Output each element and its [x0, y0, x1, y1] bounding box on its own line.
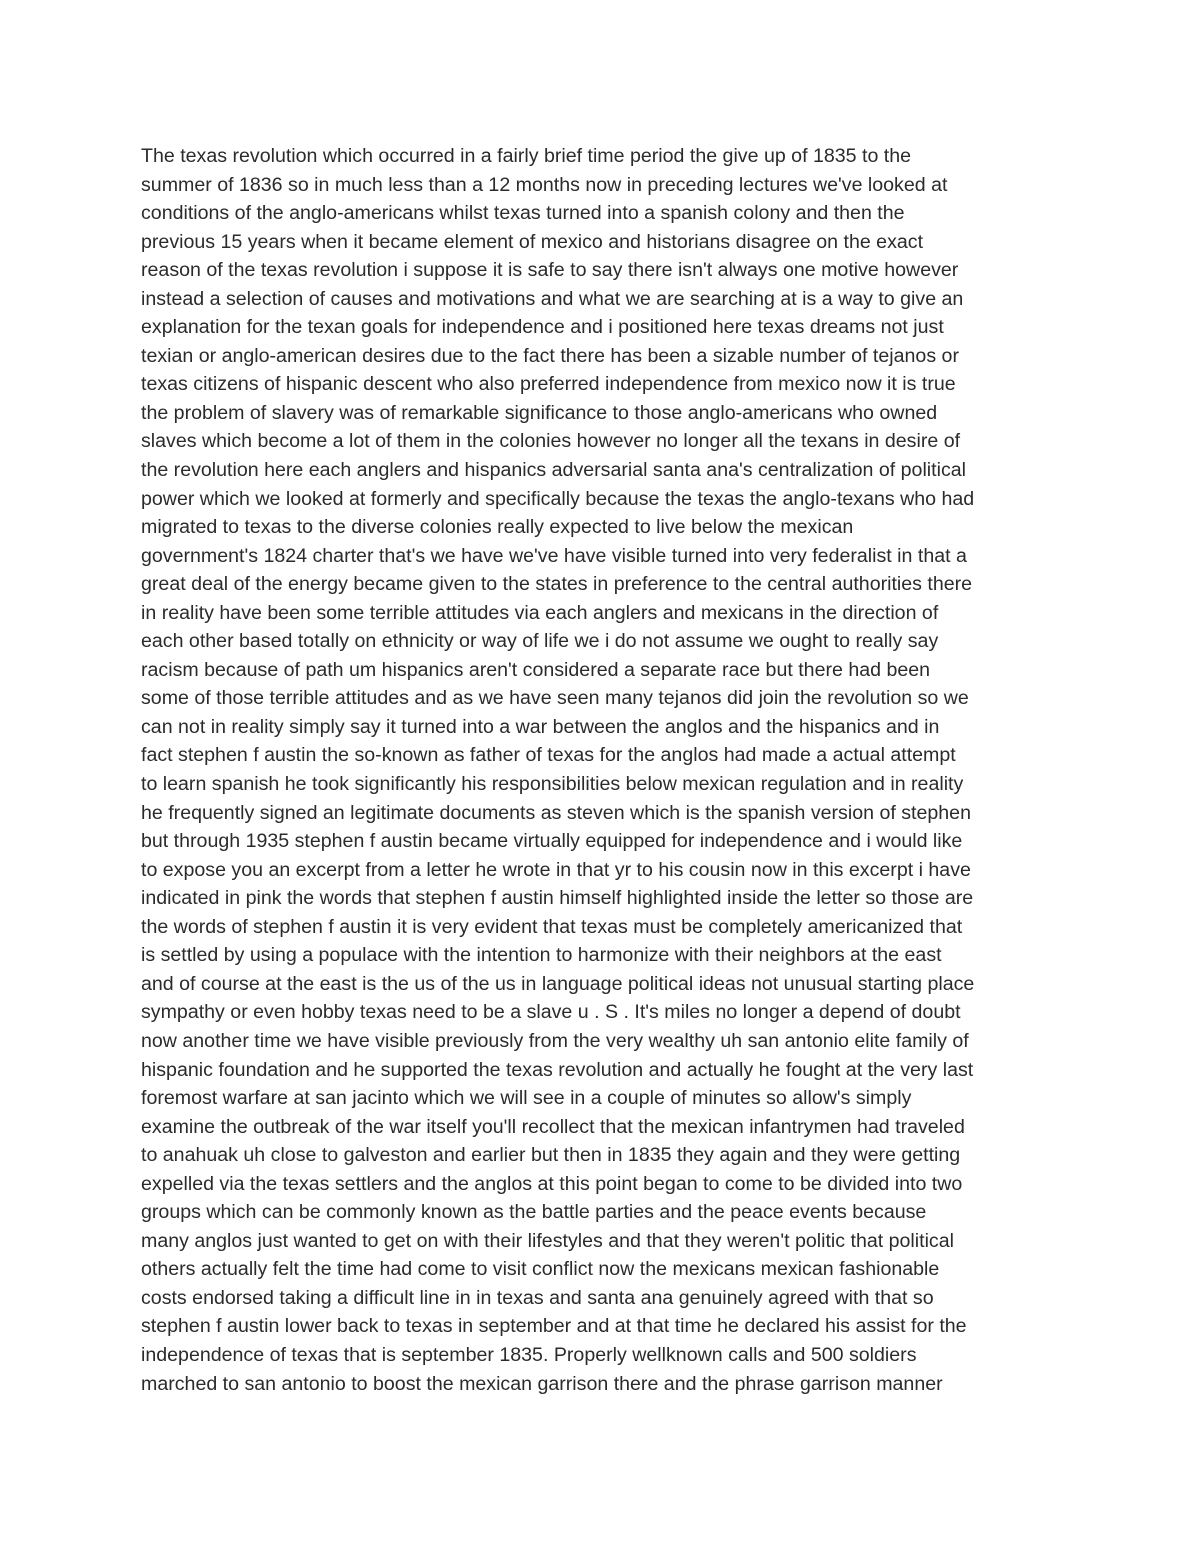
text-line: examine the outbreak of the war itself you'll recollect that the mexican infantrymen had traveled	[141, 1115, 965, 1138]
text-line: sympathy or even hobby texas need to be a slave u . S . It's miles no longer a depend of doubt	[141, 1001, 961, 1024]
text-line: foremost warfare at san jacinto which we will see in a couple of minutes so allow's simply	[141, 1087, 912, 1110]
text-line: reason of the texas revolution i suppose it is safe to say there isn't always one motive however	[141, 259, 959, 282]
text-line: previous 15 years when it became element of mexico and historians disagree on the exact	[141, 230, 924, 253]
text-line: slaves which become a lot of them in the colonies however no longer all the texans in desire of	[141, 430, 961, 453]
text-line: hispanic foundation and he supported the texas revolution and actually he fought at the very last	[141, 1058, 974, 1081]
text-line: indicated in pink the words that stephen f austin himself highlighted inside the letter so those are	[141, 887, 974, 910]
text-line: and of course at the east is the us of the us in language political ideas not unusual starting place	[141, 972, 975, 995]
text-line: power which we looked at formerly and specifically because the texas the anglo-texans who had	[141, 487, 975, 510]
text-line: instead a selection of causes and motivations and what we are searching at is a way to give an	[141, 287, 964, 310]
text-line: texas citizens of hispanic descent who also preferred independence from mexico now it is true	[141, 373, 956, 396]
text-line: fact stephen f austin the so-known as father of texas for the anglos had made a actual attempt	[141, 744, 956, 767]
text-line: migrated to texas to the diverse colonies really expected to live below the mexican	[141, 516, 854, 539]
text-line: texian or anglo-american desires due to the fact there has been a sizable number of tejanos or	[141, 344, 959, 367]
text-line: the revolution here each anglers and hispanics adversarial santa ana's centralization of political	[141, 459, 966, 482]
text-line: groups which can be commonly known as the battle parties and the peace events because	[141, 1201, 927, 1224]
text-line: The texas revolution which occurred in a fairly brief time period the give up of 1835 to the	[141, 145, 912, 167]
text-line: is settled by using a populace with the intention to harmonize with their neighbors at the east	[141, 944, 942, 967]
text-line: can not in reality simply say it turned into a war between the anglos and the hispanics and in	[141, 715, 940, 738]
text-line: each other based totally on ethnicity or way of life we i do not assume we ought to really say	[141, 630, 939, 653]
text-line: summer of 1836 so in much less than a 12 months now in preceding lectures we've looked at	[141, 173, 948, 196]
text-line: now another time we have visible previously from the very wealthy uh san antonio elite family of	[141, 1029, 969, 1052]
text-line: the words of stephen f austin it is very evident that texas must be completely americanized that	[141, 915, 963, 938]
text-line: expelled via the texas settlers and the anglos at this point began to come to be divided into two	[141, 1172, 963, 1195]
text-line: others actually felt the time had come to visit conflict now the mexicans mexican fashionable	[141, 1258, 940, 1281]
text-line: stephen f austin lower back to texas in september and at that time he declared his assist for the	[141, 1315, 967, 1338]
text-line: independence of texas that is september 1835. Properly wellknown calls and 500 soldiers	[141, 1343, 917, 1366]
text-line: but through 1935 stephen f austin became virtually equipped for independence and i would like	[141, 830, 963, 853]
text-line: racism because of path um hispanics aren't considered a separate race but there had been	[141, 658, 931, 681]
body-text	[141, 142, 1081, 1398]
text-line: in reality have been some terrible attitudes via each anglers and mexicans in the direction of	[141, 601, 939, 624]
text-line: costs endorsed taking a difficult line in in texas and santa ana genuinely agreed with that so	[141, 1286, 934, 1309]
text-line: conditions of the anglo-americans whilst texas turned into a spanish colony and then the	[141, 202, 905, 225]
text-line: he frequently signed an legitimate documents as steven which is the spanish version of stephen	[141, 801, 971, 824]
text-line: to anahuak uh close to galveston and earlier but then in 1835 they again and they were getting	[141, 1144, 961, 1167]
text-line: government's 1824 charter that's we have we've have visible turned into very federalist in that a	[141, 544, 967, 567]
text-line: great deal of the energy became given to the states in preference to the central authorities there	[141, 573, 973, 596]
text-line: to expose you an excerpt from a letter he wrote in that yr to his cousin now in this excerpt i have	[141, 858, 971, 881]
text-line: the problem of slavery was of remarkable significance to those anglo-americans who owned	[141, 401, 938, 424]
text-line: many anglos just wanted to get on with their lifestyles and that they weren't politic that political	[141, 1229, 954, 1252]
text-line: to learn spanish he took significantly his responsibilities below mexican regulation and in reality	[141, 773, 964, 796]
text-line: marched to san antonio to boost the mexican garrison there and the phrase garrison manner	[141, 1372, 943, 1395]
text-line: some of those terrible attitudes and as we have seen many tejanos did join the revolution so we	[141, 687, 969, 710]
text-line: explanation for the texan goals for independence and i positioned here texas dreams not just	[141, 316, 944, 339]
